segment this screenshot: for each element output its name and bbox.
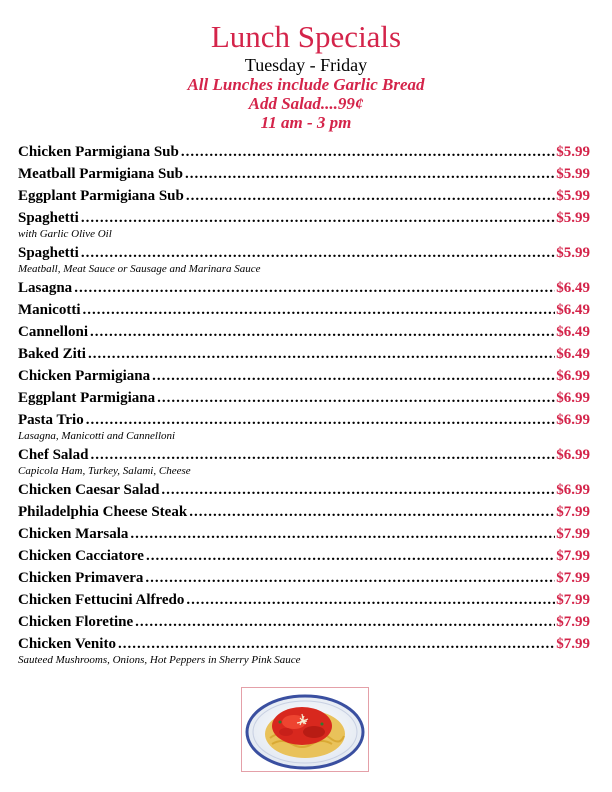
- hours-note: 11 am - 3 pm: [260, 113, 352, 132]
- dot-leader: [189, 501, 555, 523]
- page-title: Lunch Specials: [210, 19, 402, 54]
- menu-item-price: $5.99: [556, 210, 590, 226]
- menu-item-name: Pasta Trio: [18, 412, 84, 428]
- dot-leader: [146, 545, 555, 567]
- menu-item-price: $7.99: [556, 614, 590, 630]
- dot-leader: [130, 523, 555, 545]
- menu-item-description: Sauteed Mushrooms, Onions, Hot Peppers in Sherry Pink Sauce: [18, 654, 301, 666]
- menu-item-description: Capicola Ham, Turkey, Salami, Cheese: [18, 465, 191, 477]
- menu-item: [18, 633, 590, 668]
- menu-item-price: $7.99: [556, 526, 590, 542]
- menu-item-name: Chef Salad: [18, 447, 89, 463]
- menu-item-description: with Garlic Olive Oil: [18, 228, 112, 240]
- menu-item-name: Chicken Venito: [18, 636, 116, 652]
- menu-item: [18, 207, 590, 242]
- menu-item-name: Philadelphia Cheese Steak: [18, 504, 188, 520]
- menu-item-price: $5.99: [556, 245, 590, 261]
- menu-item: [18, 523, 590, 545]
- menu-item: [18, 242, 590, 277]
- spaghetti-plate-icon: [242, 688, 368, 771]
- dot-leader: [161, 479, 555, 501]
- dot-leader: [186, 589, 555, 611]
- menu-item-name: Eggplant Parmigiana Sub: [18, 188, 184, 204]
- menu-item-row: [18, 163, 590, 185]
- menu-list: [18, 141, 590, 668]
- menu-item-price: $6.99: [556, 368, 590, 384]
- menu-item-price: $6.99: [556, 447, 590, 463]
- menu-item-name: Chicken Primavera: [18, 570, 144, 586]
- menu-item-name: Baked Ziti: [18, 346, 86, 362]
- menu-item-price: $6.49: [556, 302, 590, 318]
- dot-leader: [135, 611, 555, 633]
- menu-item-name: Chicken Fettucini Alfredo: [18, 592, 185, 608]
- menu-item-row: [18, 277, 590, 299]
- menu-item-price: $5.99: [556, 188, 590, 204]
- menu-item-row: [18, 545, 590, 567]
- menu-item-price: $7.99: [556, 592, 590, 608]
- menu-item: [18, 545, 590, 567]
- menu-item-row: [18, 479, 590, 501]
- salad-note: Add Salad....99¢: [248, 94, 364, 113]
- days-text: Tuesday - Friday: [244, 55, 368, 75]
- menu-item-row: [18, 141, 590, 163]
- menu-item-name: Chicken Cacciatore: [18, 548, 144, 564]
- menu-item: [18, 321, 590, 343]
- dot-leader: [88, 343, 555, 365]
- menu-item-price: $6.99: [556, 412, 590, 428]
- menu-item-row: [18, 589, 590, 611]
- menu-item: [18, 141, 590, 163]
- menu-item-name: Chicken Parmigiana: [18, 368, 151, 384]
- dot-leader: [81, 207, 555, 229]
- menu-item: [18, 501, 590, 523]
- menu-item: [18, 444, 590, 479]
- menu-item: [18, 589, 590, 611]
- menu-item: [18, 277, 590, 299]
- menu-item: [18, 185, 590, 207]
- menu-item-price: $6.99: [556, 482, 590, 498]
- menu-item-description: Meatball, Meat Sauce or Sausage and Marinara Sauce: [18, 263, 261, 275]
- menu-item-price: $6.99: [556, 390, 590, 406]
- menu-item: [18, 343, 590, 365]
- menu-item-name: Manicotti: [18, 302, 81, 318]
- dot-leader: [185, 163, 555, 185]
- menu-item-price: $7.99: [556, 636, 590, 652]
- menu-item-description: Lasagna, Manicotti and Cannelloni: [18, 430, 176, 442]
- menu-item-name: Spaghetti: [18, 245, 79, 261]
- menu-item-row: [18, 611, 590, 633]
- dot-leader: [74, 277, 555, 299]
- dot-leader: [82, 299, 555, 321]
- menu-item-row: [18, 387, 590, 409]
- menu-item-name: Cannelloni: [18, 324, 89, 340]
- menu-item-row: [18, 523, 590, 545]
- menu-item-name: Chicken Marsala: [18, 526, 129, 542]
- menu-item-price: $5.99: [556, 144, 590, 160]
- menu-item: [18, 409, 590, 444]
- dot-leader: [152, 365, 555, 387]
- menu-item: [18, 365, 590, 387]
- menu-item-price: $5.99: [556, 166, 590, 182]
- menu-item-row: [18, 567, 590, 589]
- menu-header: [0, 17, 612, 132]
- menu-item-price: $7.99: [556, 548, 590, 564]
- menu-item-name: Eggplant Parmigiana: [18, 390, 156, 406]
- menu-item-name: Lasagna: [18, 280, 73, 296]
- dot-leader: [181, 141, 555, 163]
- spaghetti-photo: [241, 687, 369, 772]
- menu-item-name: Chicken Floretine: [18, 614, 134, 630]
- menu-item-price: $6.49: [556, 346, 590, 362]
- menu-item-name: Meatball Parmigiana Sub: [18, 166, 184, 182]
- menu-item-price: $7.99: [556, 504, 590, 520]
- menu-item-name: Chicken Caesar Salad: [18, 482, 160, 498]
- menu-item-row: [18, 185, 590, 207]
- menu-item-price: $7.99: [556, 570, 590, 586]
- dot-leader: [186, 185, 555, 207]
- menu-item-name: Chicken Parmigiana Sub: [18, 144, 179, 160]
- menu-item-row: [18, 299, 590, 321]
- menu-item: [18, 387, 590, 409]
- garlic-bread-note: All Lunches include Garlic Bread: [187, 75, 425, 94]
- menu-item-row: [18, 343, 590, 365]
- menu-item-price: $6.49: [556, 324, 590, 340]
- menu-item-price: $6.49: [556, 280, 590, 296]
- dot-leader: [90, 321, 555, 343]
- menu-item: [18, 479, 590, 501]
- menu-item: [18, 611, 590, 633]
- menu-item: [18, 299, 590, 321]
- dot-leader: [145, 567, 555, 589]
- menu-item-row: [18, 365, 590, 387]
- menu-item: [18, 163, 590, 185]
- menu-item-row: [18, 321, 590, 343]
- dot-leader: [157, 387, 555, 409]
- menu-item: [18, 567, 590, 589]
- menu-item-name: Spaghetti: [18, 210, 79, 226]
- menu-item-row: [18, 501, 590, 523]
